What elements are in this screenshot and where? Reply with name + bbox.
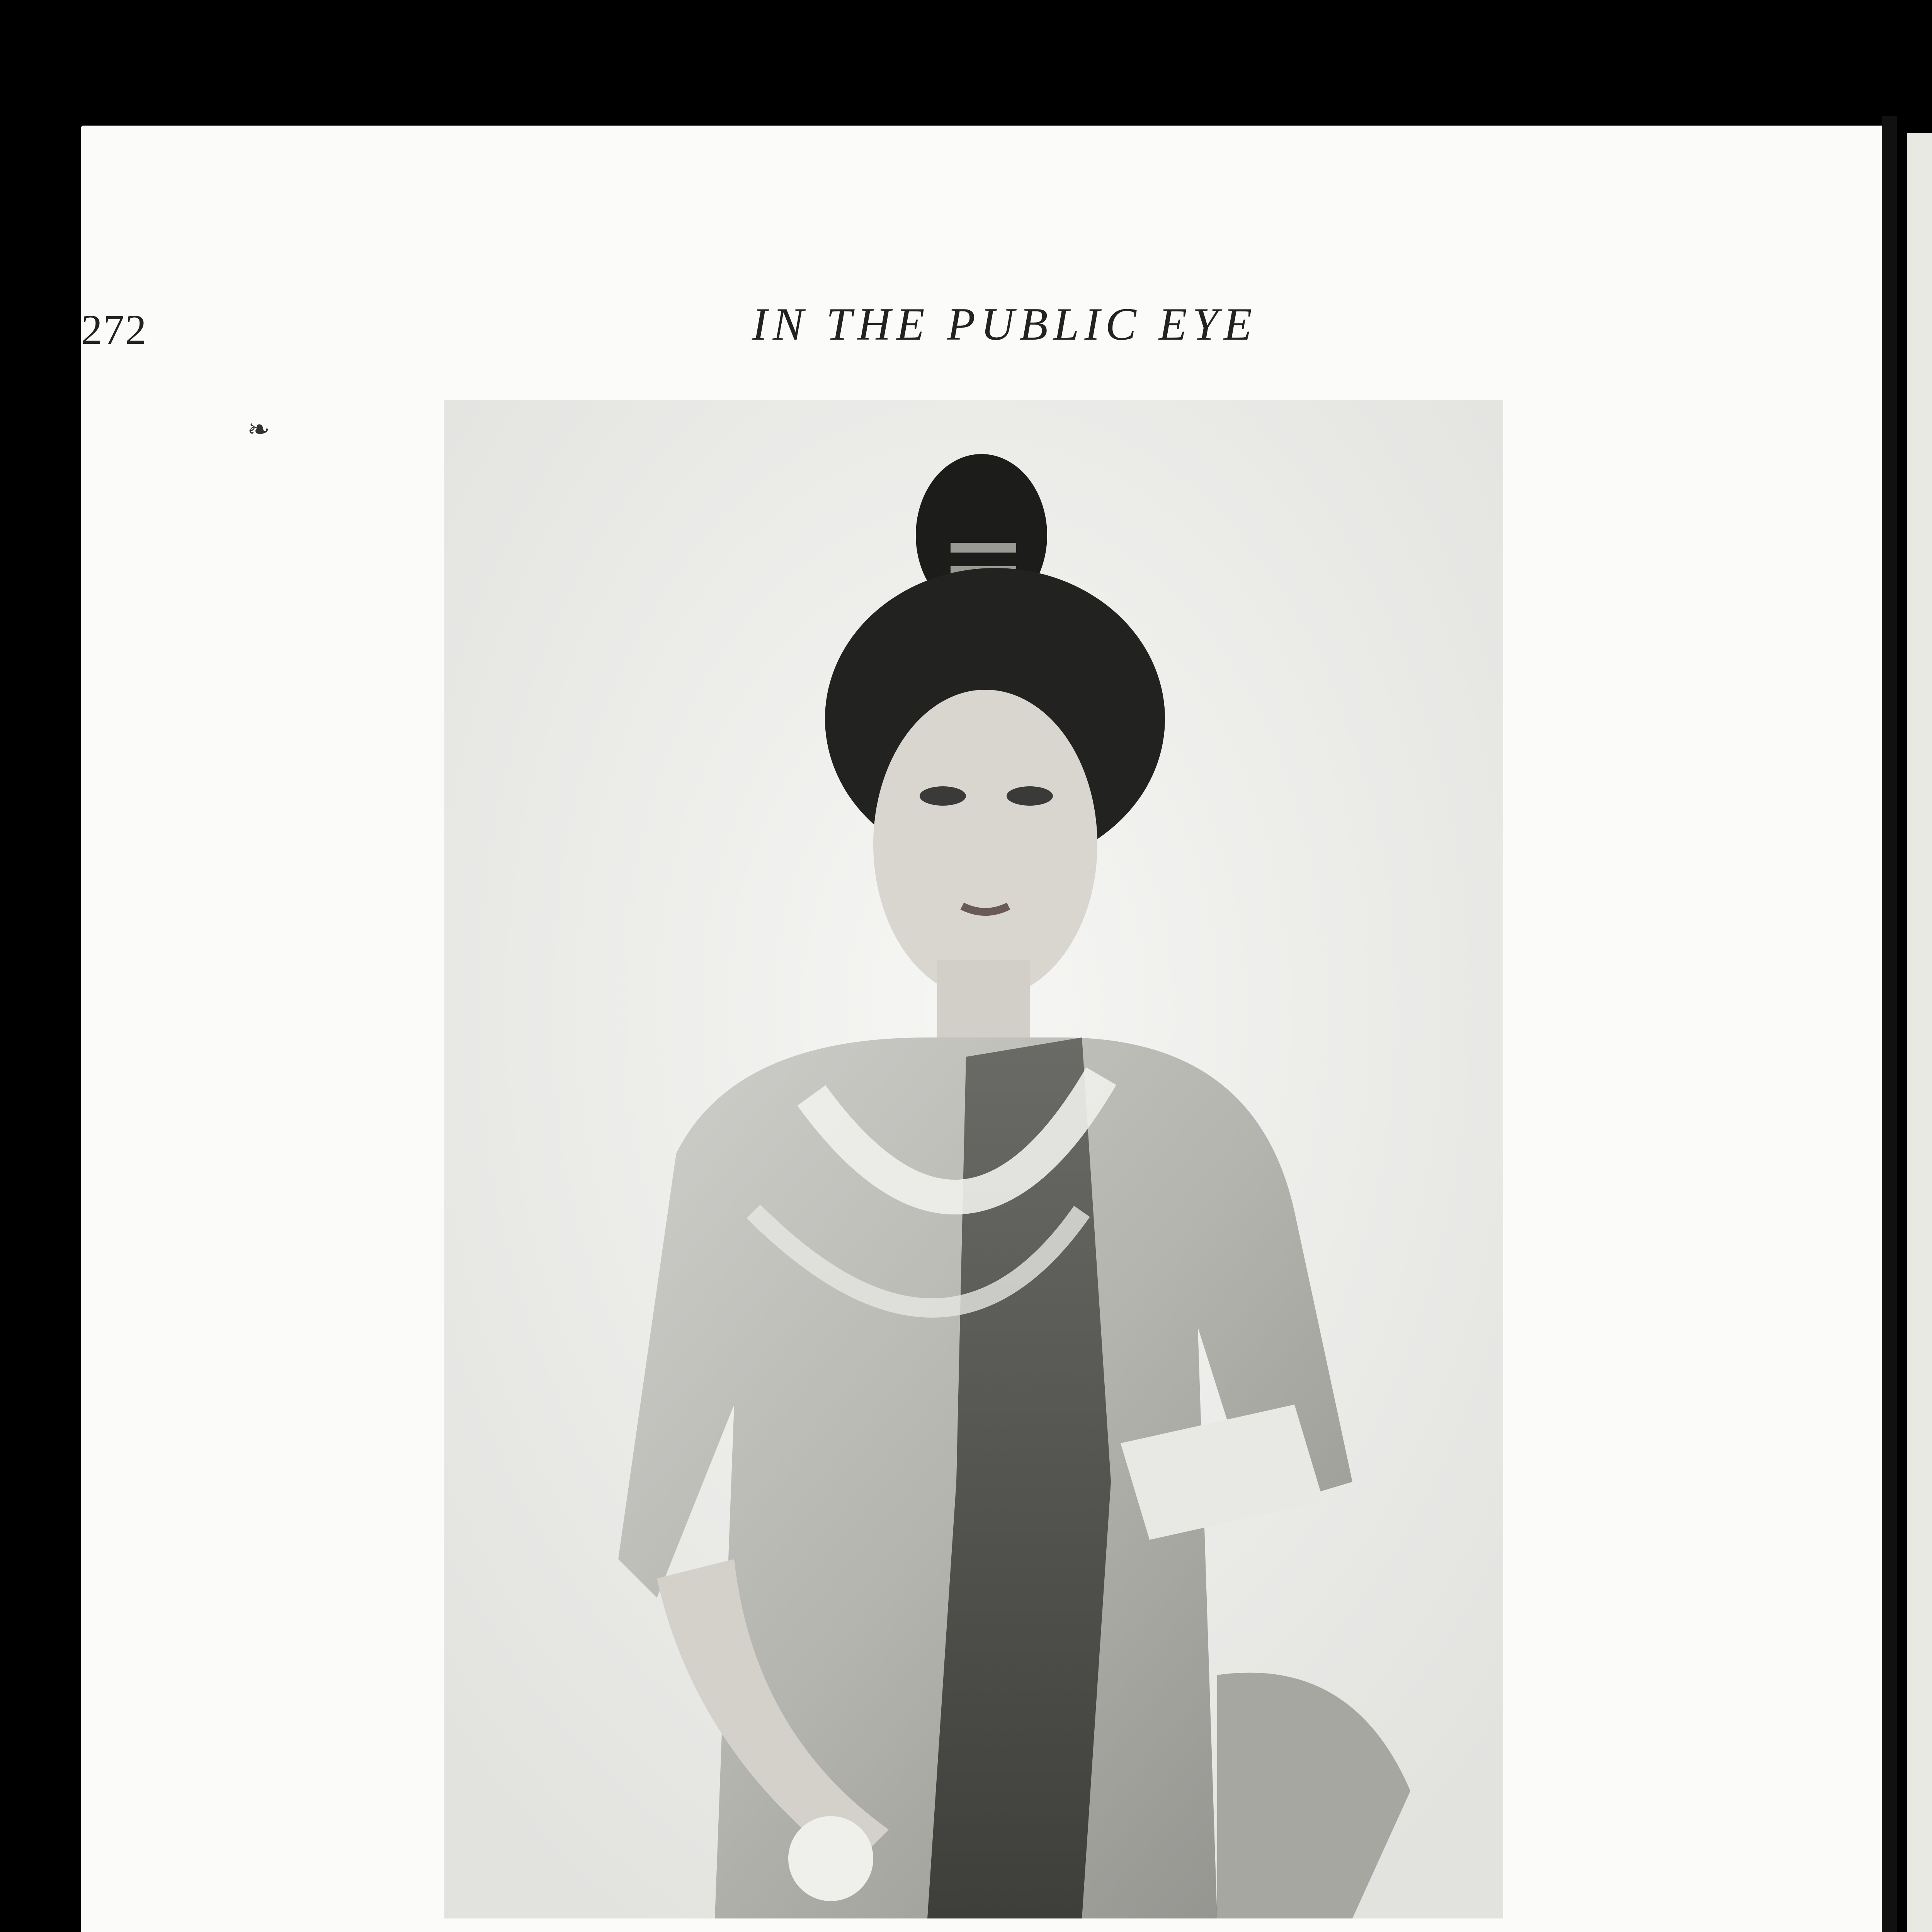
page-number: 272 [81,306,147,353]
portrait-illustration [444,400,1503,1918]
portrait-photograph [444,400,1503,1918]
running-head: IN THE PUBLIC EYE [752,298,1258,350]
next-page-edge [1907,133,1932,1932]
print-speck: ❧ [247,415,270,445]
book-binding-edge [1882,116,1897,1932]
